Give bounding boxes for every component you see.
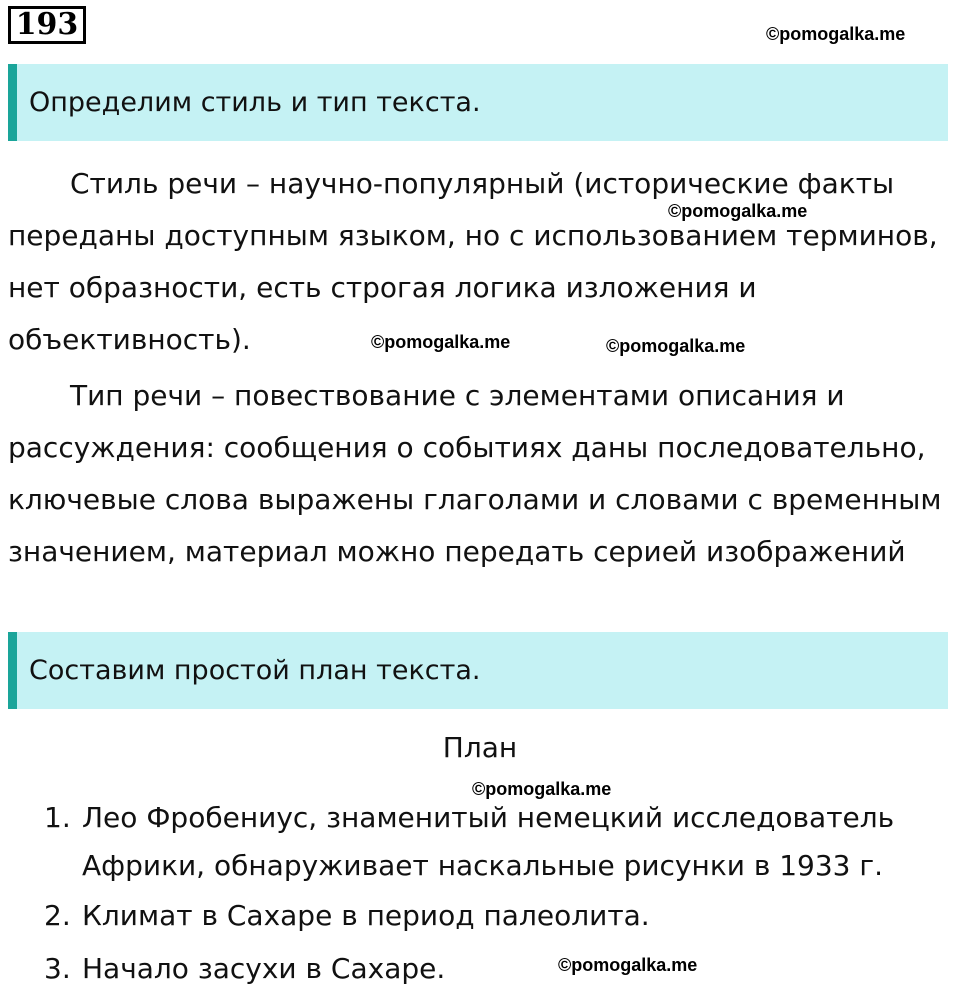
- paragraph-style-text: Стиль речи – научно-популярный (исторические факты переданы доступным языком, но с использованием терминов, нет образности, есть строгая логика изложения и объективность).: [8, 167, 938, 356]
- watermark: ©pomogalka.me: [668, 201, 808, 221]
- paragraph-type-text: Тип речи – повествование с элементами описания и рассуждения: сообщения о событиях даны последовательно, ключевые слова выражены глаголами и словами с временным значением, материал можно передать серией изображений: [8, 379, 942, 568]
- plan-item-2: [44, 892, 956, 940]
- watermark: ©pomogalka.me: [558, 955, 698, 975]
- plan-item-number: 2.: [44, 899, 71, 932]
- plan-item-text: Начало засухи в Сахаре.: [82, 952, 446, 985]
- plan-item-number: 3.: [44, 952, 71, 985]
- plan-item-text: Климат в Сахаре в период палеолита.: [82, 899, 650, 932]
- watermark: ©pomogalka.me: [472, 779, 612, 799]
- watermark: ©pomogalka.me: [371, 332, 511, 352]
- watermark: ©pomogalka.me: [766, 24, 906, 44]
- plan-item-number: 1.: [44, 801, 71, 834]
- plan-title: План: [442, 731, 518, 764]
- paragraph-type: [8, 370, 958, 578]
- plan-item-text: Лео Фробениус, знаменитый немецкий исследователь: [82, 801, 895, 834]
- watermark: ©pomogalka.me: [606, 336, 746, 356]
- plan-item-3: [44, 945, 956, 993]
- section-header-style: Определим стиль и тип текста.: [8, 64, 948, 141]
- task-number-box: 193: [8, 6, 86, 44]
- plan-item-1-continuation: Африки, обнаруживает наскальные рисунки в 1933 г.: [82, 849, 883, 882]
- section-header-plan: Составим простой план текста.: [8, 632, 948, 709]
- plan-item-1: [44, 794, 956, 842]
